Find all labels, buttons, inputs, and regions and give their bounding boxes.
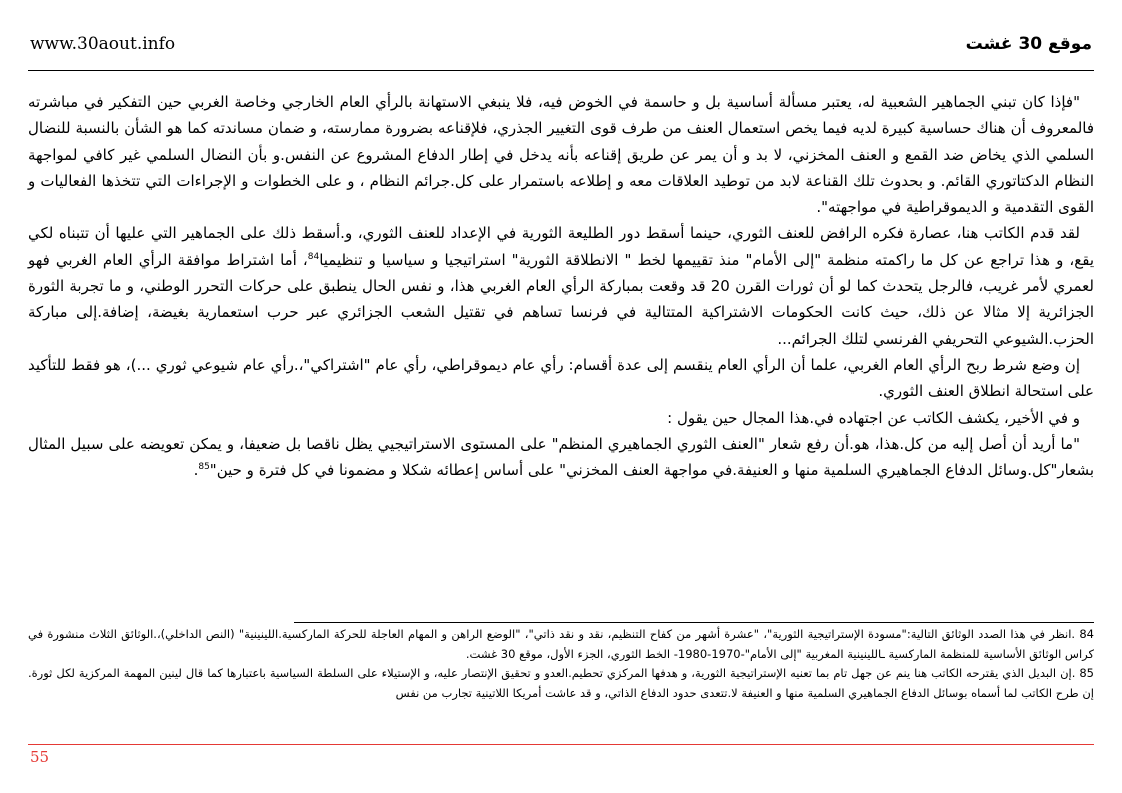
- footnote-ref-84: 84: [307, 251, 320, 262]
- footnote-ref-85: 85: [198, 462, 210, 473]
- paragraph-1: "فإذا كان تبني الجماهير الشعبية له، يعتبر مسألة أساسية بل و حاسمة في الخوض فيه، فلا ينبغي الاستهانة بالرأي العام الخارجي وخاصة الغربي حين التفكير في مباشرته فالمعروف أن هناك حساسية كبيرة لديه فيما يخص استعمال العنف من طرف قوى التغيير الجذري، فلإقناعه بضرورة ممارسته، و ضمان مساندته كما هو الشأن بالنسبة للنضال السلمي الذي يخاض ضد القمع و العنف المخزني، لا بد و أن يمر عن طريق إقناعه بأنه يدخل في إطار الدفاع المشروع عن النفس.و بأن النضال السلمي غير كافي لمواجهة النظام الدكتاتوري القائم. و بحدوث تلك القناعة لابد من توطيد العلاقات معه و إطلاعه باستمرار على كل.جرائم النظام ، و على الخطوات و الإجراءات التي تتخذها الفعاليات و القوى التقدمية و الديموقراطية في مواجهته".: [28, 93, 1094, 217]
- header-divider: [28, 70, 1094, 71]
- footnotes: [28, 625, 1094, 703]
- paragraph-5: [28, 431, 1094, 484]
- body-text: [28, 89, 1094, 483]
- header-site-url: www.30aout.info: [30, 34, 176, 54]
- footnote-divider: [294, 622, 1094, 623]
- footnote-84: 84 .انظر في هذا الصدد الوثائق التالية:"مسودة الإستراتيجية الثورية"، "عشرة أشهر من كفاح التنظيم، نقد و نقد ذاتي"، "الوضع الراهن و المهام العاجلة للحركة الماركسية.اللينينية" (النص الداخلي)،.الوثائق الثلاث منشورة في كراس الوثائق الأساسية للمنظمة الماركسية ـاللينينية المغربية "إلى الأمام"-1970-1980- الخط الثوري، الجزء الأول، موقع 30 غشت.: [28, 627, 1094, 661]
- paragraph-2-rest: ، أما اشتراط موافقة الرأي العام الغربي فهو لعمري لأمر غريب، فالرجل يتحدث كما لو أن ثورات القرن 20 قد وقعت بمباركة الرأي العام الغربي هذا، و نفس الحال ينطبق على حركات التحرر الوطني، و ما تجربة الثورة الجزائرية إلا مثالا عن ذلك، حيث كانت الحكومات الاشتراكية المتتالية في فرنسا تساهم في تقتيل الشعب الجزائري عبر حرب استعمارية بغيضة، إضافة.إلى مباركة الحزب.الشيوعي التحريفي الفرنسي لتلك الجرائم...: [28, 250, 1094, 348]
- paragraph-2: [28, 220, 1094, 351]
- paragraph-5-end: .: [193, 461, 199, 480]
- header-site-title: موقع 30 غشت: [965, 34, 1092, 54]
- paragraph-3: إن وضع شرط ربح الرأي العام الغربي، علما أن الرأي العام ينقسم إلى عدة أقسام: رأي عام ديموقراطي، رأي عام "اشتراكي"،.رأي عام شيوعي ثوري ...)، هو فقط للتأكيد على استحالة انطلاق العنف الثوري.: [28, 355, 1094, 401]
- footer-divider: [28, 744, 1094, 745]
- page-number: 55: [30, 748, 50, 766]
- paragraph-2-main: لقد قدم الكاتب هنا، عصارة فكره الرافض للعنف الثوري، حينما أسقط دور الطليعة الثورية في الإعداد للعنف الثوري، و.أسقط ذلك على الجماهير التي عليها أن تتبناه لكي يقع، و هذا تراجع عن كل ما راكمته منظمة "إلى الأمام" منذ تقييمها لخط " الانطلاقة الثورية" استراتيجيا و سياسيا و تنظيميا: [28, 224, 1094, 269]
- footnote-85: 85 .إن البديل الذي يقترحه الكاتب هنا ينم عن جهل تام بما تعنيه الإستراتيجية الثورية، و هدفها المركزي تحطيم.العدو و تحقيق الإنتصار عليه، و الإستيلاء على السلطة السياسية باعتبارها كما قال لينين المهمة المركزية لكل ثورة. إن طرح الكاتب لما أسماه بوسائل الدفاع الجماهيري السلمية منها و العنيفة لا.تتعدى حدود الدفاع الذاتي، و قد عاشت أمريكا اللاتينية تجارب من نفس: [28, 666, 1094, 700]
- paragraph-5-main: "ما أريد أن أصل إليه من كل.هذا، هو.أن رفع شعار "العنف الثوري الجماهيري المنظم" على المستوى الاستراتيجيي يظل ناقصا بل ضعيفا، و يمكن تعويضه على سبيل المثال بشعار"كل.وسائل الدفاع الجماهيري السلمية منها و العنيفة.في مواجهة العنف المخزني" على أساس إعطائه شكلا و مضمونا في كل فترة و حين": [28, 434, 1094, 480]
- paragraph-4: و في الأخير، يكشف الكاتب عن اجتهاده في.هذا المجال حين يقول :: [667, 408, 1080, 427]
